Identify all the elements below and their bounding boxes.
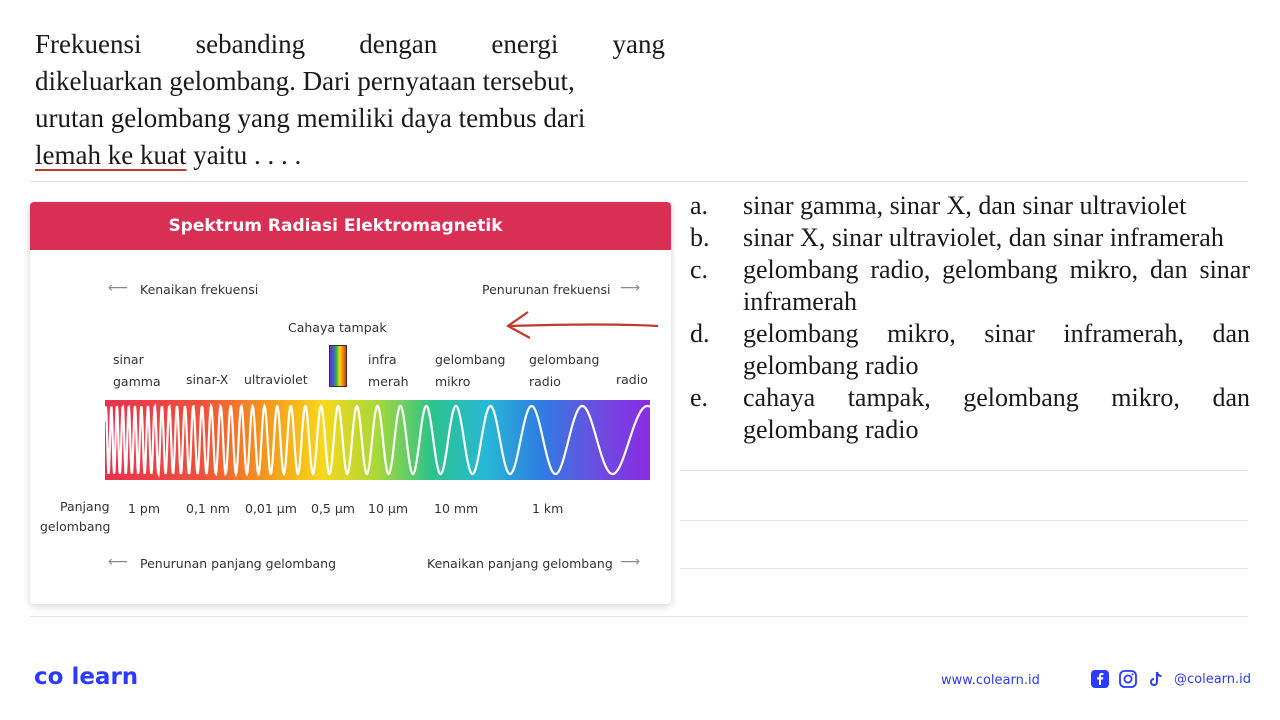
figure-title: Spektrum Radiasi Elektromagnetik (30, 202, 671, 250)
rule-line (680, 470, 1248, 471)
option-text: gelombang radio, gelombang mikro, dan sinar inframerah (743, 255, 1250, 316)
colearn-logo: co learn (34, 664, 139, 690)
question-line: dikeluarkan gelombang. Dari pernyataan tersebut, (35, 66, 575, 96)
option-text: cahaya tampak, gelombang mikro, dan gelombang radio (743, 383, 1250, 444)
red-arrow-annotation-icon (502, 310, 662, 340)
option-text: sinar gamma, sinar X, dan sinar ultraviolet (743, 191, 1187, 220)
option-text: sinar X, sinar ultraviolet, dan sinar inframerah (743, 223, 1224, 252)
option-b[interactable] (690, 222, 1250, 254)
arrow-right-icon: ⟶ (620, 280, 641, 296)
visible-light-label: Cahaya tampak (288, 320, 387, 335)
wavelength-axis-label: Panjang (60, 499, 110, 514)
option-a[interactable] (690, 190, 1250, 222)
wavelength-tick: 10 μm (368, 501, 409, 516)
visible-spectrum-icon (329, 345, 347, 387)
option-key: c. (690, 255, 709, 284)
wavelength-tick: 0,01 μm (245, 501, 297, 516)
wavelength-tick: 1 km (532, 501, 564, 516)
band-gamma-label: sinar (113, 352, 144, 367)
band-radio-wave-label: gelombang (529, 352, 600, 367)
website-link[interactable]: www.colearn.id (941, 673, 1040, 688)
instagram-icon[interactable] (1118, 669, 1138, 689)
arrow-right-icon: ⟶ (620, 554, 641, 570)
band-gamma-label: gamma (113, 374, 161, 389)
social-links (1090, 669, 1251, 689)
spectrum-figure (30, 202, 671, 604)
freq-decrease-label: Penurunan frekuensi (482, 282, 611, 297)
option-key: d. (690, 319, 710, 348)
option-key: e. (690, 383, 709, 412)
band-uv-label: ultraviolet (244, 372, 308, 387)
band-ir-label: merah (368, 374, 409, 389)
question-line (35, 137, 665, 174)
wl-decrease-label: Penurunan panjang gelombang (140, 556, 337, 571)
option-d[interactable] (690, 318, 1250, 382)
band-micro-label: mikro (435, 374, 471, 389)
band-radio-label: radio (616, 372, 648, 387)
question-line: Frekuensi sebanding dengan energi yang (35, 29, 665, 59)
option-e[interactable] (690, 382, 1250, 446)
option-key: a. (690, 191, 709, 220)
band-ir-label: infra (368, 352, 397, 367)
tiktok-icon[interactable] (1146, 669, 1166, 689)
option-c[interactable] (690, 254, 1250, 318)
band-micro-label: gelombang (435, 352, 506, 367)
facebook-icon[interactable] (1090, 669, 1110, 689)
answer-options (690, 190, 1250, 446)
social-handle: @colearn.id (1174, 671, 1252, 687)
arrow-left-icon: ⟵ (108, 280, 129, 296)
arrow-left-icon: ⟵ (108, 554, 129, 570)
underlined-phrase: lemah ke kuat (35, 140, 187, 170)
wavelength-axis-label: gelombang (40, 519, 111, 534)
rule-line (30, 181, 1248, 182)
question-line: urutan gelombang yang memiliki daya tembus dari (35, 103, 586, 133)
rule-line (30, 616, 1248, 617)
option-text: gelombang mikro, sinar inframerah, dan gelombang radio (743, 319, 1250, 380)
wavelength-tick: 0,5 μm (311, 501, 355, 516)
rule-line (680, 520, 1248, 521)
rule-line (680, 568, 1248, 569)
wavelength-tick: 1 pm (128, 501, 161, 516)
wavelength-tick: 0,1 nm (186, 501, 230, 516)
question-text (35, 26, 665, 174)
option-key: b. (690, 223, 710, 252)
wavelength-tick: 10 mm (434, 501, 479, 516)
band-radio-wave-label: radio (529, 374, 561, 389)
spectrum-bar (105, 400, 650, 480)
band-xray-label: sinar-X (186, 372, 229, 387)
question-line-rest: yaitu . . . . (186, 140, 302, 170)
freq-increase-label: Kenaikan frekuensi (140, 282, 259, 297)
wl-increase-label: Kenaikan panjang gelombang (427, 556, 613, 571)
